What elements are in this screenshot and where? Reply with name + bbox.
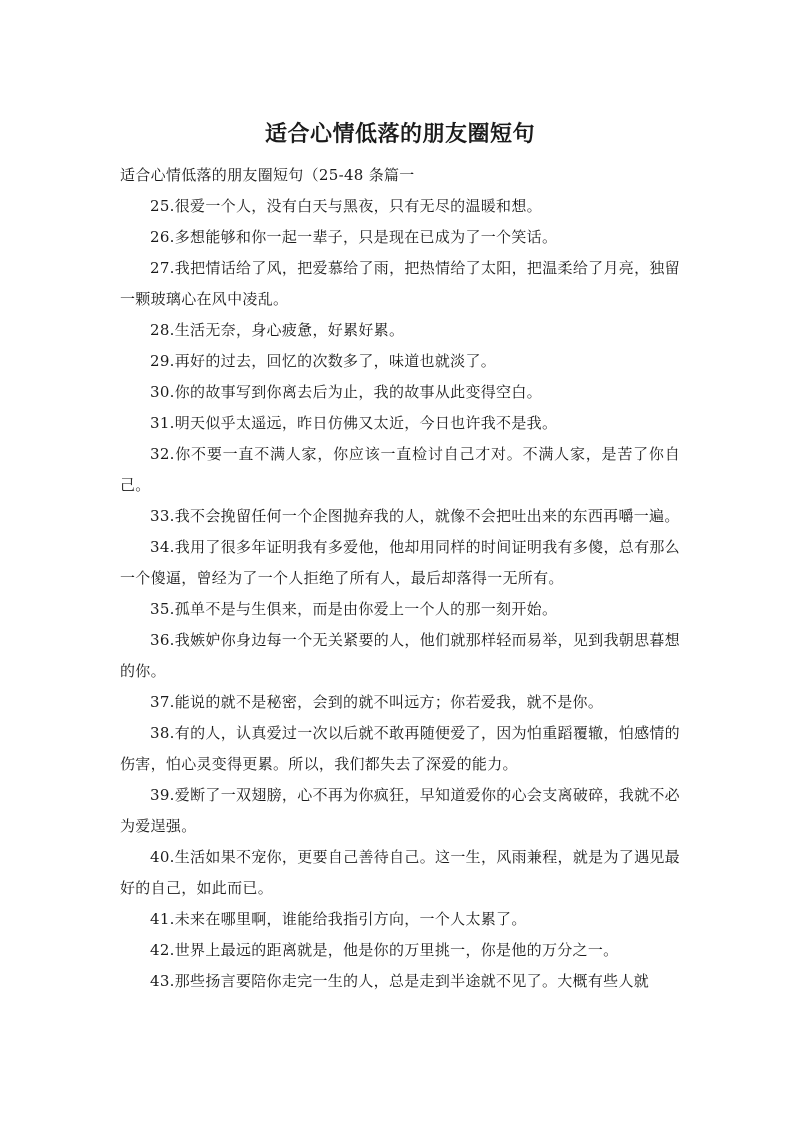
- entry-32: 32.你不要一直不满人家，你应该一直检讨自己才对。不满人家，是苦了你自己。: [120, 445, 680, 494]
- entry-29: 29.再好的过去，回忆的次数多了，味道也就淡了。: [150, 352, 497, 370]
- entry-30: 30.你的故事写到你离去后为止，我的故事从此变得空白。: [150, 383, 542, 401]
- document-subtitle: 适合心情低落的朋友圈短句（25-48 条篇一: [120, 166, 415, 184]
- entry-43: 43.那些扬言要陪你走完一生的人，总是走到半途就不见了。大概有些人就: [150, 972, 650, 990]
- entry-40: 40.生活如果不宠你，更要自己善待自己。这一生，风雨兼程，就是为了遇见最好的自己，如此而已。: [120, 848, 680, 897]
- entry-28: 28.生活无奈，身心疲惫，好累好累。: [150, 321, 405, 339]
- entry-34: 34.我用了很多年证明我有多爱他，他却用同样的时间证明我有多傻，总有那么一个傻逼，曾经为了一个人拒绝了所有人，最后却落得一无所有。: [120, 538, 680, 587]
- entry-35: 35.孤单不是与生俱来，而是由你爱上一个人的那一刻开始。: [150, 600, 558, 618]
- entry-27: 27.我把情话给了风，把爱慕给了雨，把热情给了太阳，把温柔给了月亮，独留一颗玻璃心在风中凌乱。: [120, 259, 680, 308]
- entry-25: 25.很爱一个人，没有白天与黑夜，只有无尽的温暖和想。: [150, 197, 542, 215]
- entry-39: 39.爱断了一双翅膀，心不再为你疯狂，早知道爱你的心会支离破碎，我就不必为爱逞强。: [120, 786, 680, 835]
- document-body: [120, 160, 680, 997]
- entry-33: 33.我不会挽留任何一个企图抛弃我的人，就像不会把吐出来的东西再嚼一遍。: [150, 507, 680, 525]
- entry-31: 31.明天似乎太遥远，昨日仿佛又太近，今日也许我不是我。: [150, 414, 558, 432]
- entry-36: 36.我嫉妒你身边每一个无关紧要的人，他们就那样轻而易举，见到我朝思暮想的你。: [120, 631, 680, 680]
- entry-38: 38.有的人，认真爱过一次以后就不敢再随便爱了，因为怕重蹈覆辙，怕感情的伤害，怕心灵变得更累。所以，我们都失去了深爱的能力。: [120, 724, 680, 773]
- entry-41: 41.未来在哪里啊，谁能给我指引方向，一个人太累了。: [150, 910, 527, 928]
- document-title: 适合心情低落的朋友圈短句: [264, 122, 535, 147]
- entry-42: 42.世界上最远的距离就是，他是你的万里挑一，你是他的万分之一。: [150, 941, 619, 959]
- entry-26: 26.多想能够和你一起一辈子，只是现在已成为了一个笑话。: [150, 228, 558, 246]
- entry-37: 37.能说的就不是秘密，会到的就不叫远方；你若爱我，就不是你。: [150, 693, 604, 711]
